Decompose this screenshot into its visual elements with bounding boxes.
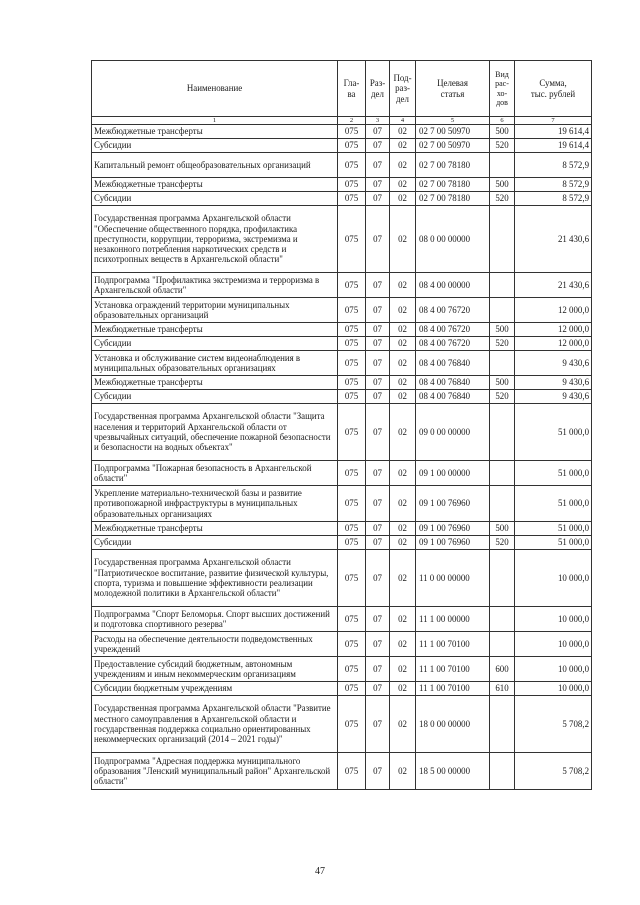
cell-sum: 10 000,0 bbox=[515, 682, 592, 696]
cell-name: Подпрограмма "Спорт Беломорья. Спорт высших достижений и подготовка спортивного резерва" bbox=[92, 607, 338, 632]
cell-target-article: 11 1 00 70100 bbox=[416, 682, 490, 696]
cell-subsection: 02 bbox=[390, 657, 416, 682]
cell-subsection: 02 bbox=[390, 682, 416, 696]
cell-subsection: 02 bbox=[390, 536, 416, 550]
cell-subsection: 02 bbox=[390, 125, 416, 139]
cell-section: 07 bbox=[366, 632, 390, 657]
cell-name: Расходы на обеспечение деятельности подведомственных учреждений bbox=[92, 632, 338, 657]
table-row bbox=[92, 404, 592, 461]
table-row bbox=[92, 522, 592, 536]
cell-target-article: 08 0 00 00000 bbox=[416, 206, 490, 273]
cell-sum: 8 572,9 bbox=[515, 153, 592, 178]
cell-sum: 12 000,0 bbox=[515, 298, 592, 323]
table-row bbox=[92, 461, 592, 486]
column-number: 2 bbox=[338, 117, 366, 125]
table-row bbox=[92, 696, 592, 753]
cell-sum: 19 614,4 bbox=[515, 139, 592, 153]
table-row bbox=[92, 390, 592, 404]
cell-subsection: 02 bbox=[390, 390, 416, 404]
cell-chapter: 075 bbox=[338, 351, 366, 376]
cell-sum: 5 708,2 bbox=[515, 753, 592, 790]
table-row bbox=[92, 298, 592, 323]
cell-target-article: 18 5 00 00000 bbox=[416, 753, 490, 790]
cell-target-article: 08 4 00 76840 bbox=[416, 376, 490, 390]
table-row bbox=[92, 192, 592, 206]
cell-section: 07 bbox=[366, 696, 390, 753]
cell-target-article: 18 0 00 00000 bbox=[416, 696, 490, 753]
cell-section: 07 bbox=[366, 125, 390, 139]
cell-subsection: 02 bbox=[390, 522, 416, 536]
cell-subsection: 02 bbox=[390, 298, 416, 323]
cell-sum: 12 000,0 bbox=[515, 323, 592, 337]
cell-name: Государственная программа Архангельской области "Защита населения и территорий Архангельской области от чрезвычайных ситуаций, обеспечение пожарной безопасности и безопасности на водных объектах" bbox=[92, 404, 338, 461]
cell-chapter: 075 bbox=[338, 657, 366, 682]
page-number: 47 bbox=[315, 866, 325, 877]
cell-name: Предоставление субсидий бюджетным, автономным учреждениям и иным некоммерческим организациям bbox=[92, 657, 338, 682]
cell-name: Подпрограмма "Адресная поддержка муниципального образования "Ленский муниципальный район" Архангельской области" bbox=[92, 753, 338, 790]
table-row bbox=[92, 550, 592, 607]
cell-expense-type: 520 bbox=[490, 536, 515, 550]
cell-subsection: 02 bbox=[390, 192, 416, 206]
cell-expense-type bbox=[490, 486, 515, 522]
cell-section: 07 bbox=[366, 550, 390, 607]
cell-section: 07 bbox=[366, 298, 390, 323]
cell-sum: 21 430,6 bbox=[515, 206, 592, 273]
table-row bbox=[92, 273, 592, 298]
cell-sum: 51 000,0 bbox=[515, 486, 592, 522]
cell-expense-type bbox=[490, 298, 515, 323]
cell-section: 07 bbox=[366, 486, 390, 522]
cell-chapter: 075 bbox=[338, 139, 366, 153]
cell-target-article: 08 4 00 00000 bbox=[416, 273, 490, 298]
cell-sum: 9 430,6 bbox=[515, 390, 592, 404]
cell-expense-type: 500 bbox=[490, 323, 515, 337]
cell-sum: 9 430,6 bbox=[515, 351, 592, 376]
table-row bbox=[92, 206, 592, 273]
budget-table bbox=[91, 60, 592, 790]
cell-chapter: 075 bbox=[338, 178, 366, 192]
cell-target-article: 02 7 00 50970 bbox=[416, 125, 490, 139]
cell-section: 07 bbox=[366, 607, 390, 632]
cell-subsection: 02 bbox=[390, 153, 416, 178]
cell-subsection: 02 bbox=[390, 486, 416, 522]
cell-sum: 51 000,0 bbox=[515, 404, 592, 461]
cell-chapter: 075 bbox=[338, 206, 366, 273]
cell-target-article: 11 1 00 70100 bbox=[416, 657, 490, 682]
cell-expense-type: 520 bbox=[490, 139, 515, 153]
cell-sum: 10 000,0 bbox=[515, 657, 592, 682]
cell-subsection: 02 bbox=[390, 206, 416, 273]
cell-sum: 9 430,6 bbox=[515, 376, 592, 390]
cell-chapter: 075 bbox=[338, 522, 366, 536]
cell-chapter: 075 bbox=[338, 461, 366, 486]
cell-section: 07 bbox=[366, 522, 390, 536]
cell-name: Субсидии bbox=[92, 192, 338, 206]
cell-target-article: 09 0 00 00000 bbox=[416, 404, 490, 461]
cell-expense-type: 520 bbox=[490, 192, 515, 206]
cell-sum: 10 000,0 bbox=[515, 607, 592, 632]
cell-sum: 8 572,9 bbox=[515, 192, 592, 206]
cell-section: 07 bbox=[366, 153, 390, 178]
table-row bbox=[92, 139, 592, 153]
cell-chapter: 075 bbox=[338, 682, 366, 696]
cell-section: 07 bbox=[366, 273, 390, 298]
cell-expense-type: 520 bbox=[490, 337, 515, 351]
cell-sum: 51 000,0 bbox=[515, 522, 592, 536]
cell-sum: 51 000,0 bbox=[515, 536, 592, 550]
cell-expense-type: 500 bbox=[490, 178, 515, 192]
header-sum: Сумма, тыс. рублей bbox=[515, 61, 592, 117]
cell-expense-type bbox=[490, 153, 515, 178]
cell-section: 07 bbox=[366, 753, 390, 790]
cell-section: 07 bbox=[366, 461, 390, 486]
cell-section: 07 bbox=[366, 682, 390, 696]
cell-sum: 8 572,9 bbox=[515, 178, 592, 192]
cell-target-article: 11 1 00 70100 bbox=[416, 632, 490, 657]
cell-chapter: 075 bbox=[338, 696, 366, 753]
cell-name: Субсидии bbox=[92, 536, 338, 550]
cell-expense-type bbox=[490, 607, 515, 632]
cell-expense-type bbox=[490, 632, 515, 657]
header-chapter: Гла- ва bbox=[338, 61, 366, 117]
cell-subsection: 02 bbox=[390, 351, 416, 376]
table-body bbox=[92, 125, 592, 790]
cell-section: 07 bbox=[366, 657, 390, 682]
table-row bbox=[92, 657, 592, 682]
cell-name: Субсидии bbox=[92, 390, 338, 404]
table-row bbox=[92, 337, 592, 351]
cell-name: Межбюджетные трансферты bbox=[92, 178, 338, 192]
cell-target-article: 08 4 00 76720 bbox=[416, 323, 490, 337]
cell-chapter: 075 bbox=[338, 273, 366, 298]
cell-target-article: 09 1 00 76960 bbox=[416, 486, 490, 522]
cell-name: Подпрограмма "Пожарная безопасность в Архангельской области" bbox=[92, 461, 338, 486]
cell-expense-type: 520 bbox=[490, 390, 515, 404]
table-row bbox=[92, 323, 592, 337]
cell-chapter: 075 bbox=[338, 337, 366, 351]
header-section: Раз- дел bbox=[366, 61, 390, 117]
cell-section: 07 bbox=[366, 376, 390, 390]
column-number: 4 bbox=[390, 117, 416, 125]
cell-chapter: 075 bbox=[338, 125, 366, 139]
cell-section: 07 bbox=[366, 192, 390, 206]
cell-section: 07 bbox=[366, 390, 390, 404]
table-row bbox=[92, 682, 592, 696]
cell-name: Межбюджетные трансферты bbox=[92, 522, 338, 536]
cell-expense-type: 500 bbox=[490, 376, 515, 390]
cell-expense-type bbox=[490, 273, 515, 298]
cell-section: 07 bbox=[366, 404, 390, 461]
cell-subsection: 02 bbox=[390, 273, 416, 298]
cell-chapter: 075 bbox=[338, 390, 366, 404]
cell-name: Государственная программа Архангельской области "Патриотическое воспитание, развитие физической культуры, спорта, туризма и повышение эффективности реализации молодежной политики в Архангельской области" bbox=[92, 550, 338, 607]
cell-subsection: 02 bbox=[390, 404, 416, 461]
cell-target-article: 02 7 00 78180 bbox=[416, 192, 490, 206]
cell-subsection: 02 bbox=[390, 550, 416, 607]
header-subsection: Под- раз- дел bbox=[390, 61, 416, 117]
table-row bbox=[92, 632, 592, 657]
column-number-row bbox=[92, 117, 592, 125]
cell-section: 07 bbox=[366, 206, 390, 273]
cell-expense-type: 500 bbox=[490, 125, 515, 139]
cell-expense-type bbox=[490, 461, 515, 486]
cell-target-article: 11 1 00 00000 bbox=[416, 607, 490, 632]
cell-target-article: 02 7 00 78180 bbox=[416, 178, 490, 192]
cell-expense-type bbox=[490, 404, 515, 461]
cell-sum: 21 430,6 bbox=[515, 273, 592, 298]
cell-expense-type bbox=[490, 696, 515, 753]
cell-subsection: 02 bbox=[390, 461, 416, 486]
cell-chapter: 075 bbox=[338, 323, 366, 337]
cell-expense-type bbox=[490, 206, 515, 273]
cell-expense-type bbox=[490, 550, 515, 607]
cell-name: Субсидии bbox=[92, 337, 338, 351]
table-row bbox=[92, 153, 592, 178]
header-target: Целевая статья bbox=[416, 61, 490, 117]
cell-section: 07 bbox=[366, 139, 390, 153]
cell-chapter: 075 bbox=[338, 376, 366, 390]
cell-section: 07 bbox=[366, 178, 390, 192]
table-row bbox=[92, 753, 592, 790]
cell-name: Государственная программа Архангельской области "Обеспечение общественного порядка, профилактика преступности, коррупции, терроризма, экстремизма и незаконного потребления наркотических средств и психотропных веществ в Архангельской области" bbox=[92, 206, 338, 273]
cell-chapter: 075 bbox=[338, 404, 366, 461]
table-row bbox=[92, 376, 592, 390]
cell-section: 07 bbox=[366, 323, 390, 337]
table-row bbox=[92, 178, 592, 192]
cell-name: Субсидии bbox=[92, 139, 338, 153]
cell-subsection: 02 bbox=[390, 337, 416, 351]
cell-expense-type: 600 bbox=[490, 657, 515, 682]
cell-chapter: 075 bbox=[338, 550, 366, 607]
table-row bbox=[92, 486, 592, 522]
cell-target-article: 02 7 00 50970 bbox=[416, 139, 490, 153]
cell-sum: 12 000,0 bbox=[515, 337, 592, 351]
cell-target-article: 02 7 00 78180 bbox=[416, 153, 490, 178]
cell-section: 07 bbox=[366, 536, 390, 550]
cell-subsection: 02 bbox=[390, 753, 416, 790]
cell-target-article: 08 4 00 76720 bbox=[416, 337, 490, 351]
cell-name: Подпрограмма "Профилактика экстремизма и терроризма в Архангельской области" bbox=[92, 273, 338, 298]
cell-subsection: 02 bbox=[390, 323, 416, 337]
cell-chapter: 075 bbox=[338, 192, 366, 206]
table-row bbox=[92, 125, 592, 139]
cell-subsection: 02 bbox=[390, 607, 416, 632]
table-row bbox=[92, 607, 592, 632]
cell-chapter: 075 bbox=[338, 298, 366, 323]
cell-chapter: 075 bbox=[338, 536, 366, 550]
cell-target-article: 11 0 00 00000 bbox=[416, 550, 490, 607]
cell-sum: 10 000,0 bbox=[515, 550, 592, 607]
cell-name: Межбюджетные трансферты bbox=[92, 376, 338, 390]
cell-sum: 19 614,4 bbox=[515, 125, 592, 139]
cell-sum: 10 000,0 bbox=[515, 632, 592, 657]
cell-subsection: 02 bbox=[390, 696, 416, 753]
cell-name: Укрепление материально-технической базы и развитие противопожарной инфраструктуры в муниципальных образовательных организациях bbox=[92, 486, 338, 522]
cell-name: Капитальный ремонт общеобразовательных организаций bbox=[92, 153, 338, 178]
column-number: 1 bbox=[92, 117, 338, 125]
cell-name: Межбюджетные трансферты bbox=[92, 125, 338, 139]
cell-subsection: 02 bbox=[390, 178, 416, 192]
cell-expense-type: 610 bbox=[490, 682, 515, 696]
cell-sum: 51 000,0 bbox=[515, 461, 592, 486]
cell-section: 07 bbox=[366, 337, 390, 351]
header-expense-type: Вид рас- хо- дов bbox=[490, 61, 515, 117]
cell-sum: 5 708,2 bbox=[515, 696, 592, 753]
cell-target-article: 09 1 00 00000 bbox=[416, 461, 490, 486]
table-row bbox=[92, 351, 592, 376]
cell-chapter: 075 bbox=[338, 153, 366, 178]
column-number: 6 bbox=[490, 117, 515, 125]
cell-subsection: 02 bbox=[390, 139, 416, 153]
cell-chapter: 075 bbox=[338, 632, 366, 657]
cell-subsection: 02 bbox=[390, 632, 416, 657]
cell-chapter: 075 bbox=[338, 753, 366, 790]
table-header-row bbox=[92, 61, 592, 117]
cell-name: Субсидии бюджетным учреждениям bbox=[92, 682, 338, 696]
cell-name: Межбюджетные трансферты bbox=[92, 323, 338, 337]
column-number: 5 bbox=[416, 117, 490, 125]
cell-chapter: 075 bbox=[338, 486, 366, 522]
cell-name: Установка и обслуживание систем видеонаблюдения в муниципальных образовательных организациях bbox=[92, 351, 338, 376]
cell-target-article: 08 4 00 76840 bbox=[416, 351, 490, 376]
cell-target-article: 08 4 00 76840 bbox=[416, 390, 490, 404]
cell-section: 07 bbox=[366, 351, 390, 376]
column-number: 7 bbox=[515, 117, 592, 125]
cell-target-article: 08 4 00 76720 bbox=[416, 298, 490, 323]
cell-name: Государственная программа Архангельской области "Развитие местного самоуправления в Архангельской области и государственная поддержка социально ориентированных некоммерческих организаций (2014 – 2021 годы)" bbox=[92, 696, 338, 753]
cell-chapter: 075 bbox=[338, 607, 366, 632]
table-row bbox=[92, 536, 592, 550]
cell-subsection: 02 bbox=[390, 376, 416, 390]
cell-expense-type: 500 bbox=[490, 522, 515, 536]
header-name: Наименование bbox=[92, 61, 338, 117]
cell-target-article: 09 1 00 76960 bbox=[416, 522, 490, 536]
cell-expense-type bbox=[490, 351, 515, 376]
column-number: 3 bbox=[366, 117, 390, 125]
cell-expense-type bbox=[490, 753, 515, 790]
cell-name: Установка ограждений территории муниципальных образовательных организаций bbox=[92, 298, 338, 323]
cell-target-article: 09 1 00 76960 bbox=[416, 536, 490, 550]
